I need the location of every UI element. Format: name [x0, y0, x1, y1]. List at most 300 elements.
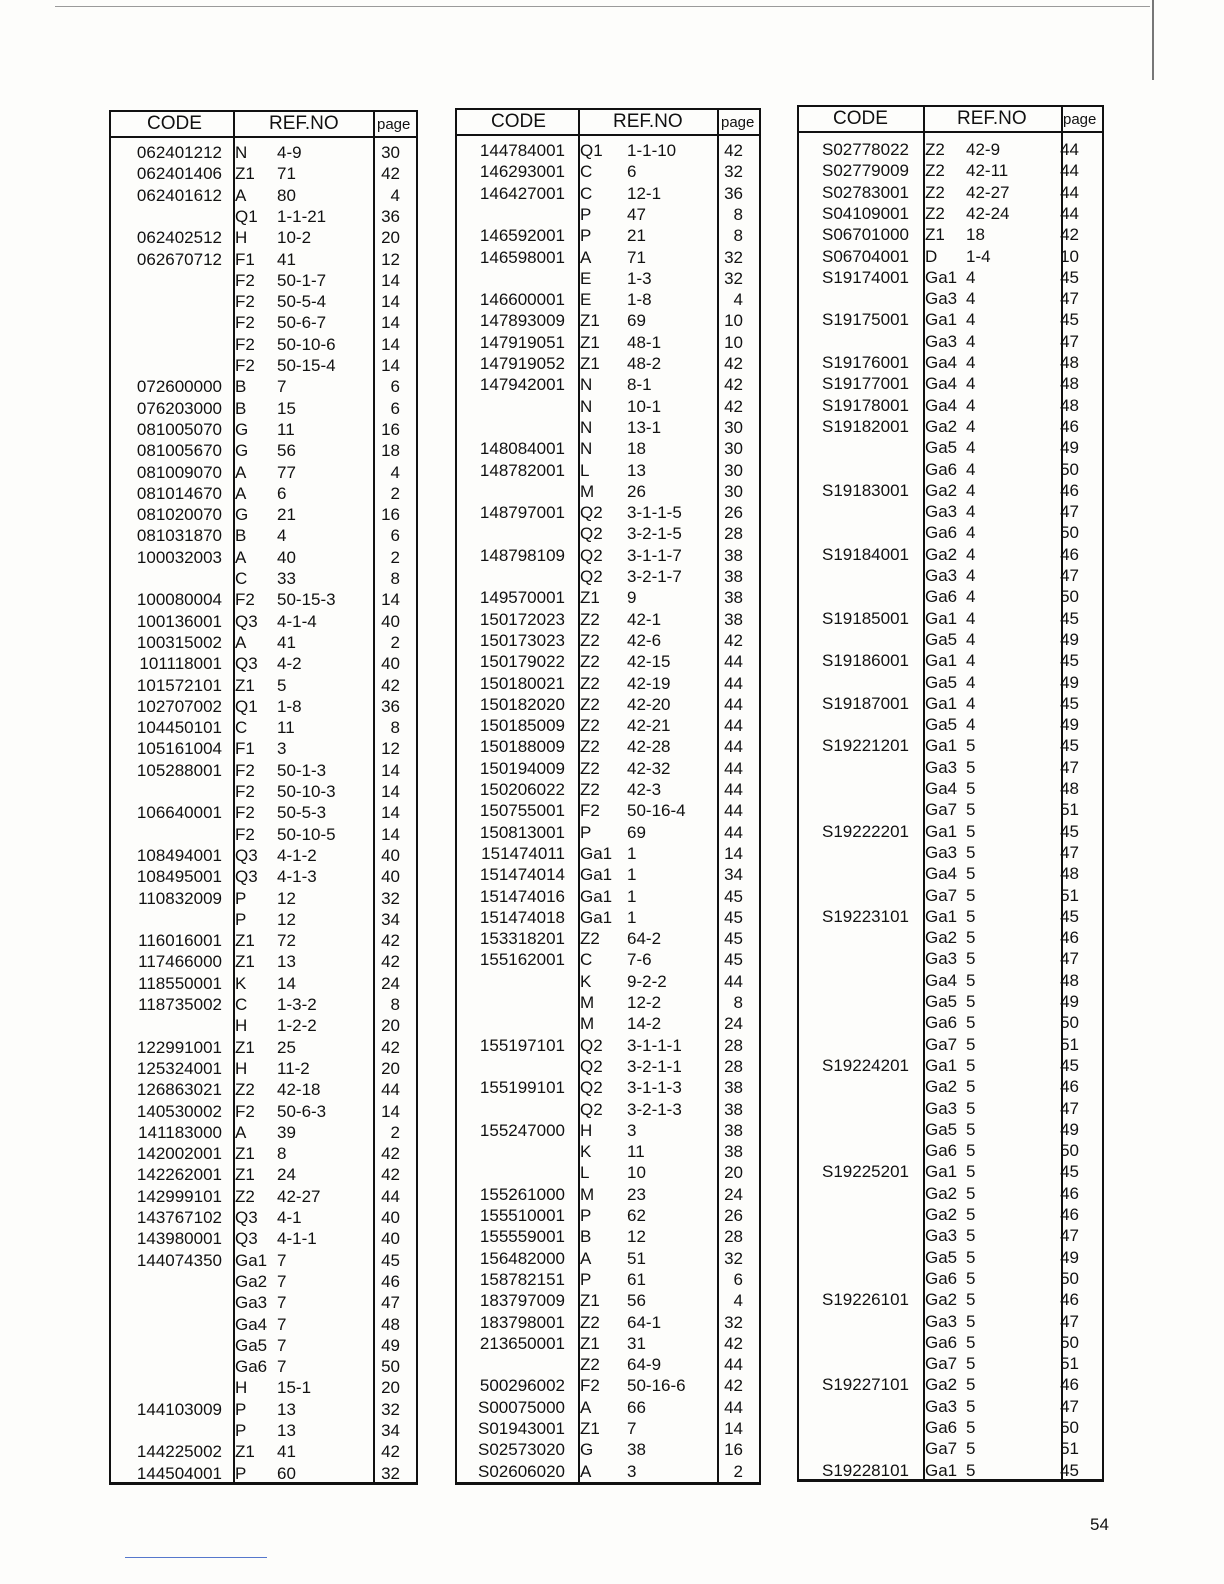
ref-number-cell: 5	[966, 757, 976, 777]
table-row	[799, 1396, 1102, 1417]
code-cell: 062402512	[136, 228, 222, 248]
ref-section-cell: A	[235, 632, 247, 652]
table-row	[111, 1015, 416, 1036]
code-cell: 125324001	[136, 1058, 222, 1078]
page-cell: 8	[390, 995, 400, 1014]
table-row	[111, 547, 416, 568]
code-cell: S06701000	[822, 225, 909, 245]
ref-number-cell: 5	[966, 1460, 976, 1480]
code-cell: 081020070	[136, 505, 222, 525]
ref-number-cell: 9-2-2	[627, 971, 667, 991]
table-row	[799, 1055, 1102, 1076]
page-cell: 38	[724, 1142, 743, 1162]
ref-number-cell: 1	[627, 865, 637, 885]
ref-number-cell: 72	[277, 931, 296, 951]
page-cell: 40	[381, 1208, 400, 1227]
index-table-3	[797, 105, 1104, 1482]
ref-section-cell: K	[235, 973, 247, 993]
code-cell: 150188009	[479, 737, 565, 757]
page-cell: 14	[381, 334, 400, 354]
ref-number-cell: 4	[966, 416, 976, 436]
table-row	[111, 334, 416, 355]
table-row	[111, 760, 416, 781]
code-cell: 122991001	[136, 1037, 222, 1057]
code-cell: S19176001	[822, 353, 909, 372]
page-cell: 44	[724, 1355, 743, 1375]
table-row	[111, 866, 416, 887]
ref-number-cell: 9	[627, 588, 637, 608]
ref-number-cell: 15-1	[277, 1378, 312, 1398]
ref-number-cell: 4	[966, 544, 976, 564]
page-cell: 26	[724, 1206, 743, 1225]
ref-section-cell: Ga3	[925, 566, 958, 585]
code-cell: 150182020	[479, 694, 565, 714]
page-cell: 20	[381, 1058, 400, 1078]
page-cell: 2	[390, 483, 400, 503]
ref-section-cell: Ga3	[925, 1226, 958, 1246]
ref-number-cell: 3-2-1-1	[627, 1056, 682, 1076]
table-row	[111, 185, 416, 206]
ref-section-cell: E	[580, 290, 592, 310]
page-cell: 45	[724, 950, 743, 970]
page-cell: 18	[381, 441, 400, 461]
ref-section-cell: Ga4	[925, 374, 958, 394]
ref-section-cell: Z1	[580, 1333, 600, 1353]
page-cell: 32	[381, 1399, 400, 1419]
table-row	[111, 1314, 416, 1335]
page-cell: 42	[381, 931, 400, 951]
code-cell: 100032003	[136, 547, 222, 567]
table-row	[799, 416, 1102, 437]
table-row	[111, 1292, 416, 1313]
code-cell: 146427001	[479, 183, 565, 203]
page-cell: 32	[381, 888, 400, 908]
ref-section-cell: Q3	[235, 867, 258, 887]
ref-number-cell: 5	[966, 1290, 976, 1310]
page-cell: 51	[1060, 1354, 1079, 1374]
code-cell: 151474014	[479, 865, 565, 885]
table-row	[457, 183, 759, 204]
table-row	[799, 1332, 1102, 1353]
page-cell: 44	[381, 1186, 400, 1206]
ref-number-cell: 56	[627, 1291, 646, 1311]
table-row	[799, 459, 1102, 480]
page-cell: 44	[724, 801, 743, 821]
page-cell: 46	[1060, 928, 1079, 948]
table-row	[111, 376, 416, 397]
page-cell: 48	[1060, 374, 1079, 394]
ref-number-cell: 5	[966, 1311, 976, 1331]
table-row	[799, 1161, 1102, 1182]
ref-section-cell: Q3	[235, 654, 258, 674]
table-row	[111, 994, 416, 1015]
code-cell: S19221201	[822, 736, 909, 756]
page-cell: 47	[1060, 502, 1079, 522]
page-cell: 20	[381, 1016, 400, 1036]
table-row	[799, 1460, 1102, 1481]
ref-section-cell: H	[235, 1378, 248, 1398]
ref-section-cell: Q3	[235, 845, 258, 865]
code-cell: S06704001	[822, 246, 909, 266]
ref-number-cell: 4	[966, 672, 976, 692]
ref-number-cell: 4	[966, 267, 976, 287]
ref-section-cell: Ga2	[925, 1077, 958, 1097]
table-row	[457, 1439, 759, 1460]
ref-section-cell: L	[580, 460, 590, 480]
table-row	[457, 353, 759, 374]
page-cell: 44	[724, 971, 743, 991]
ref-number-cell: 5	[966, 864, 976, 884]
ref-section-cell: F2	[235, 292, 255, 312]
table-row	[799, 395, 1102, 416]
page-cell: 48	[1060, 395, 1079, 415]
ref-section-cell: C	[580, 950, 593, 970]
table-row	[799, 906, 1102, 927]
ref-section-cell: Z1	[235, 164, 255, 184]
page-cell: 50	[1060, 459, 1079, 479]
ref-section-cell: Q2	[580, 503, 603, 523]
page-cell: 34	[381, 1421, 400, 1440]
ref-section-cell: N	[235, 143, 248, 162]
page-cell: 34	[724, 865, 743, 885]
code-cell: S19186001	[822, 651, 909, 671]
ref-number-cell: 4	[966, 502, 976, 522]
ref-number-cell: 4	[966, 480, 976, 500]
ref-number-cell: 5	[966, 992, 976, 1011]
ref-section-cell: Ga1	[925, 736, 958, 756]
page-cell: 48	[381, 1314, 400, 1334]
ref-number-cell: 1-4	[966, 246, 991, 266]
page-number: 54	[1090, 1515, 1109, 1534]
page-cell: 44	[724, 716, 743, 736]
ref-section-cell: Z1	[235, 675, 255, 695]
code-cell: 148798109	[479, 545, 565, 565]
ref-section-cell: Ga2	[925, 1205, 958, 1224]
page-cell: 44	[724, 694, 743, 714]
page-cell: 42	[724, 141, 743, 160]
ref-number-cell: 11	[277, 419, 295, 439]
ref-section-cell: P	[235, 1463, 247, 1483]
ref-section-cell: N	[580, 417, 593, 437]
table-row	[457, 800, 759, 821]
code-cell: 147942001	[479, 375, 565, 395]
ref-number-cell: 4	[966, 331, 976, 351]
page-cell: 50	[1060, 1332, 1079, 1352]
ref-number-cell: 42-9	[966, 140, 1001, 159]
ref-number-cell: 18	[627, 439, 646, 459]
ref-section-cell: Ga4	[235, 1314, 268, 1334]
ref-section-cell: F2	[235, 760, 255, 780]
ref-section-cell: F2	[235, 824, 255, 844]
ref-number-cell: 4	[966, 608, 976, 628]
page-cell: 47	[1060, 566, 1079, 585]
ref-number-cell: 3-1-1-7	[627, 545, 682, 565]
ref-section-cell: Ga4	[925, 864, 958, 884]
ref-section-cell: F2	[235, 590, 255, 610]
ref-section-cell: N	[580, 375, 593, 395]
table-row	[799, 501, 1102, 522]
ref-number-cell: 4	[966, 310, 976, 330]
ref-section-cell: Ga6	[925, 1268, 958, 1288]
ref-number-cell: 4	[966, 629, 976, 649]
ref-section-cell: Ga4	[925, 779, 958, 798]
code-cell: S19185001	[822, 608, 909, 628]
ref-section-cell: Z1	[235, 1037, 255, 1057]
code-cell: 108494001	[136, 845, 222, 865]
page-cell: 24	[724, 1184, 743, 1204]
ref-number-cell: 50-1-7	[277, 270, 327, 290]
ref-number-cell: 4	[277, 526, 287, 546]
table-row	[111, 525, 416, 546]
page-cell: 8	[733, 204, 743, 224]
ref-section-cell: M	[580, 1014, 595, 1034]
ref-section-cell: Z1	[580, 354, 600, 373]
code-cell: 100315002	[136, 632, 222, 652]
page-cell: 45	[1060, 651, 1079, 671]
ref-section-cell: Q2	[580, 545, 603, 565]
code-cell: 143767102	[136, 1208, 222, 1227]
page-cell: 28	[724, 524, 743, 544]
page-cell: 4	[733, 1291, 743, 1311]
code-cell: S19228101	[822, 1460, 909, 1480]
ref-number-cell: 4	[966, 438, 976, 458]
table-row	[457, 268, 759, 289]
ref-section-cell: B	[235, 526, 247, 546]
page-cell: 8	[733, 226, 743, 246]
ref-number-cell: 42-28	[627, 737, 671, 757]
ref-number-cell: 5	[966, 1141, 976, 1161]
table-row	[799, 246, 1102, 267]
page-cell: 40	[381, 845, 400, 865]
ref-section-cell: Ga5	[925, 715, 958, 735]
ref-number-cell: 13	[627, 460, 646, 480]
ref-section-cell: Z2	[580, 630, 600, 650]
ref-section-cell: Z1	[235, 931, 255, 951]
table-row	[457, 481, 759, 502]
table-row	[111, 611, 416, 632]
page-cell: 4	[390, 185, 400, 205]
ref-section-cell: Ga6	[925, 1013, 958, 1033]
page-cell: 44	[724, 737, 743, 757]
ref-number-cell: 50-6-3	[277, 1101, 327, 1121]
ref-number-cell: 4-1-2	[277, 845, 317, 865]
ref-section-cell: D	[925, 246, 938, 266]
page-cell: 32	[724, 1248, 743, 1268]
page-cell: 38	[724, 588, 743, 608]
table-row	[457, 140, 759, 161]
ref-section-cell: Z2	[580, 758, 600, 778]
page-cell: 12	[381, 249, 400, 269]
page-cell: 14	[724, 1419, 743, 1438]
page-cell: 46	[381, 1271, 400, 1291]
ref-number-cell: 48-2	[627, 354, 662, 373]
ref-section-cell: Z2	[580, 673, 600, 693]
ref-number-cell: 13	[277, 1399, 296, 1419]
header-code: CODE	[833, 108, 888, 129]
table-row	[457, 161, 759, 182]
ref-number-cell: 42-19	[627, 673, 671, 693]
table-row	[111, 589, 416, 610]
code-cell: S19177001	[822, 374, 909, 394]
code-cell: 150206022	[479, 780, 565, 799]
table-row	[799, 1438, 1102, 1459]
page-cell: 8	[390, 569, 400, 588]
table-row	[457, 1290, 759, 1311]
ref-number-cell: 4-1-1	[277, 1229, 317, 1249]
table-row	[111, 802, 416, 823]
page-cell: 42	[381, 1144, 400, 1164]
code-cell: 144225002	[136, 1442, 222, 1462]
code-cell: 105288001	[136, 760, 222, 780]
ref-section-cell: Ga6	[925, 587, 958, 607]
table-row	[111, 1356, 416, 1377]
table-row	[111, 1101, 416, 1122]
page-cell: 32	[724, 268, 743, 288]
ref-section-cell: A	[580, 1461, 592, 1481]
ref-section-cell: Ga1	[925, 267, 958, 287]
code-cell: 100136001	[136, 611, 222, 631]
code-cell: S01943001	[478, 1419, 565, 1438]
ref-section-cell: Ga5	[925, 1247, 958, 1267]
table-row	[457, 396, 759, 417]
page-cell: 47	[1060, 1226, 1079, 1246]
table-row	[111, 1058, 416, 1079]
table-row	[111, 1463, 416, 1484]
ref-number-cell: 6	[627, 162, 637, 182]
page-cell: 42	[381, 952, 400, 972]
page-cell: 47	[1060, 289, 1079, 309]
ref-section-cell: Ga3	[925, 289, 958, 309]
ref-number-cell: 5	[966, 821, 976, 841]
ref-number-cell: 50-10-6	[277, 334, 336, 354]
ref-number-cell: 7	[277, 1293, 287, 1313]
ref-section-cell: Ga5	[235, 1335, 268, 1355]
code-cell: 183798001	[479, 1312, 565, 1332]
table-row	[111, 142, 416, 163]
table-row	[457, 460, 759, 481]
ref-number-cell: 7	[627, 1419, 637, 1438]
ref-number-cell: 5	[277, 675, 287, 695]
ref-section-cell: Ga6	[925, 1418, 958, 1437]
ref-section-cell: Q2	[580, 1099, 603, 1119]
page-cell: 38	[724, 1099, 743, 1119]
table-row	[111, 398, 416, 419]
table-row	[111, 440, 416, 461]
ref-section-cell: Ga1	[580, 886, 613, 906]
page-cell: 16	[381, 505, 400, 525]
table-row	[457, 864, 759, 885]
ref-section-cell: Ga7	[925, 800, 958, 820]
ref-section-cell: Q1	[580, 141, 603, 160]
code-cell: S19187001	[822, 693, 909, 713]
page-cell: 14	[381, 590, 400, 610]
ref-section-cell: Z1	[580, 1419, 600, 1438]
ref-section-cell: Ga2	[925, 1290, 958, 1310]
ref-number-cell: 10-1	[627, 396, 662, 416]
page-cell: 14	[381, 1101, 400, 1121]
page-cell: 45	[1060, 1055, 1079, 1075]
code-cell: 141183000	[138, 1122, 222, 1142]
ref-section-cell: F2	[235, 270, 255, 290]
table-row	[799, 565, 1102, 586]
page-cell: 20	[381, 228, 400, 248]
ref-section-cell: Z1	[235, 1442, 255, 1462]
ref-section-cell: Ga1	[925, 651, 958, 671]
page-cell: 32	[724, 247, 743, 267]
ref-number-cell: 5	[966, 1077, 976, 1097]
ref-section-cell: Ga6	[925, 1332, 958, 1352]
page-cell: 46	[1060, 544, 1079, 564]
ref-section-cell: Z2	[580, 737, 600, 757]
ref-number-cell: 3	[627, 1120, 637, 1140]
code-cell: 147919051	[479, 332, 565, 352]
ref-number-cell: 4	[966, 353, 976, 372]
ref-section-cell: F1	[235, 249, 255, 269]
page-cell: 2	[390, 632, 400, 652]
ref-section-cell: B	[235, 377, 247, 397]
ref-section-cell: Ga1	[925, 310, 958, 330]
ref-section-cell: Ga5	[925, 672, 958, 692]
code-cell: 104450101	[136, 718, 222, 738]
page-cell: 40	[381, 1229, 400, 1249]
ref-number-cell: 3-2-1-3	[627, 1099, 682, 1119]
code-cell: 155247000	[479, 1120, 565, 1140]
table-row	[111, 696, 416, 717]
ref-number-cell: 10-2	[277, 228, 312, 248]
header-ref: REF.NO	[269, 113, 339, 134]
table-row	[457, 1333, 759, 1354]
ref-section-cell: Ga2	[925, 1183, 958, 1203]
code-cell: 142002001	[136, 1144, 222, 1164]
page-cell: 24	[724, 1014, 743, 1034]
ref-section-cell: A	[235, 185, 247, 205]
table-row	[111, 419, 416, 440]
table-row	[799, 714, 1102, 735]
page-cell: 45	[1060, 906, 1079, 926]
code-cell: S19175001	[822, 310, 909, 330]
table-row	[111, 1207, 416, 1228]
table-row	[799, 799, 1102, 820]
ref-section-cell: Z2	[235, 1186, 255, 1206]
ref-number-cell: 50-16-6	[627, 1376, 686, 1396]
ref-section-cell: Z2	[925, 203, 945, 223]
ref-section-cell: F2	[235, 356, 255, 375]
code-cell: 150194009	[479, 758, 565, 778]
ref-section-cell: Ga5	[925, 1119, 958, 1139]
table-row	[111, 504, 416, 525]
ref-number-cell: 3-1-1-1	[627, 1035, 682, 1055]
table-row	[799, 1183, 1102, 1204]
page-cell: 42	[381, 1037, 400, 1057]
table-row	[457, 1397, 759, 1418]
page-cell: 50	[1060, 1013, 1079, 1033]
page-cell: 49	[1060, 672, 1079, 692]
ref-number-cell: 5	[966, 1055, 976, 1075]
table-row	[457, 1099, 759, 1120]
page-cell: 2	[390, 547, 400, 567]
table-row	[457, 822, 759, 843]
code-cell: S02779009	[822, 161, 909, 181]
ref-number-cell: 8-1	[627, 375, 652, 395]
ref-section-cell: Z2	[235, 1080, 255, 1100]
header-page: page	[721, 114, 755, 131]
code-cell: 100080004	[136, 590, 222, 610]
ref-number-cell: 42-11	[966, 161, 1009, 181]
table-row	[799, 1034, 1102, 1055]
ref-section-cell: A	[235, 547, 247, 567]
ref-section-cell: Ga3	[925, 331, 958, 351]
ref-section-cell: Z1	[580, 1291, 600, 1311]
